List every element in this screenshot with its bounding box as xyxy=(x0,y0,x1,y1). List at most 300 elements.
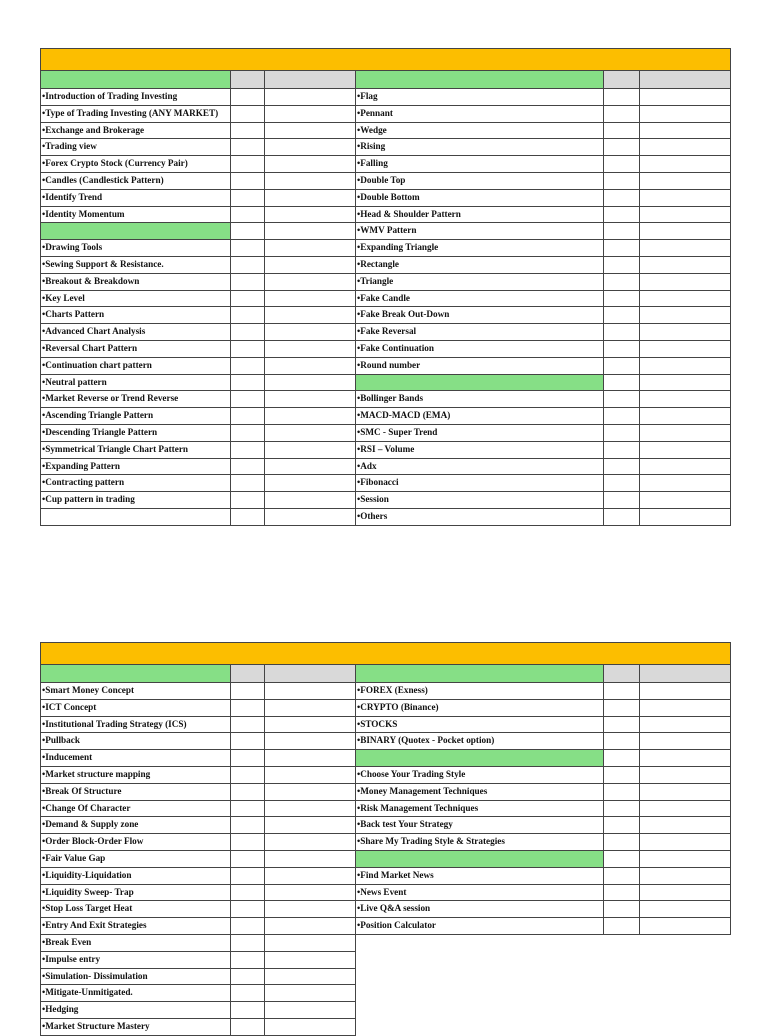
topic-label: •Key Level xyxy=(40,291,231,308)
empty-cell xyxy=(640,750,731,767)
table-row xyxy=(356,475,731,492)
table-row xyxy=(356,784,731,801)
topic-label: •Flag xyxy=(356,89,604,106)
table-row xyxy=(40,1019,356,1036)
empty-cell xyxy=(265,291,356,308)
empty-cell xyxy=(640,223,731,240)
empty-cell xyxy=(640,868,731,885)
topic-label: •Position Calculator xyxy=(356,918,604,935)
topic-label: •Identity Momentum xyxy=(40,207,231,224)
empty-cell xyxy=(265,801,356,818)
empty-cell xyxy=(265,733,356,750)
topic-label: •Expanding Triangle xyxy=(356,240,604,257)
empty-cell xyxy=(604,240,640,257)
empty-cell xyxy=(604,767,640,784)
topic-label: •Rectangle xyxy=(356,257,604,274)
table-row xyxy=(40,985,356,1002)
table-row xyxy=(40,492,356,509)
empty-cell xyxy=(265,139,356,156)
empty-cell xyxy=(265,985,356,1002)
empty-cell xyxy=(604,207,640,224)
table-row xyxy=(40,459,356,476)
empty-cell xyxy=(640,509,731,526)
empty-cell xyxy=(640,207,731,224)
empty-cell xyxy=(265,918,356,935)
table-row xyxy=(356,750,731,767)
column-header-row xyxy=(356,71,731,89)
topic-label: •Bollinger Bands xyxy=(356,391,604,408)
table-row xyxy=(356,767,731,784)
table-row xyxy=(40,324,356,341)
empty-cell xyxy=(265,173,356,190)
table-row xyxy=(356,408,731,425)
empty-cell xyxy=(265,257,356,274)
empty-cell xyxy=(231,324,265,341)
empty-cell xyxy=(604,274,640,291)
empty-cell xyxy=(231,291,265,308)
topic-label: •Descending Triangle Pattern xyxy=(40,425,231,442)
table-row xyxy=(40,408,356,425)
empty-cell xyxy=(265,509,356,526)
table-row xyxy=(356,240,731,257)
header-cell xyxy=(265,71,356,89)
header-cell xyxy=(604,71,640,89)
section-header-cell xyxy=(40,223,231,240)
empty-cell xyxy=(265,683,356,700)
empty-cell xyxy=(231,885,265,902)
table-row xyxy=(40,257,356,274)
empty-cell xyxy=(640,106,731,123)
empty-cell xyxy=(640,375,731,392)
topic-label: •Charts Pattern xyxy=(40,307,231,324)
empty-cell xyxy=(604,106,640,123)
empty-cell xyxy=(231,89,265,106)
table-row xyxy=(356,733,731,750)
empty-cell xyxy=(640,767,731,784)
empty-cell xyxy=(231,274,265,291)
empty-cell xyxy=(265,223,356,240)
empty-cell xyxy=(604,156,640,173)
table-row xyxy=(40,358,356,375)
empty-cell xyxy=(231,156,265,173)
empty-cell xyxy=(265,89,356,106)
empty-cell xyxy=(640,901,731,918)
topic-label: •Cup pattern in trading xyxy=(40,492,231,509)
table-row xyxy=(40,190,356,207)
table-row xyxy=(40,885,356,902)
empty-cell xyxy=(265,307,356,324)
empty-cell xyxy=(604,817,640,834)
table-row xyxy=(40,918,356,935)
table-row xyxy=(40,274,356,291)
empty-cell xyxy=(265,425,356,442)
empty-cell xyxy=(231,985,265,1002)
topic-label: •Fake Candle xyxy=(356,291,604,308)
empty-cell xyxy=(604,918,640,935)
empty-cell xyxy=(231,918,265,935)
empty-cell xyxy=(604,190,640,207)
table-row xyxy=(356,190,731,207)
topic-label: •Breakout & Breakdown xyxy=(40,274,231,291)
empty-cell xyxy=(231,683,265,700)
topic-label: •Hedging xyxy=(40,1002,231,1019)
topic-label: •Double Top xyxy=(356,173,604,190)
empty-cell xyxy=(640,834,731,851)
table-row xyxy=(40,901,356,918)
table-row xyxy=(356,391,731,408)
empty-cell xyxy=(231,717,265,734)
empty-cell xyxy=(604,139,640,156)
table-row xyxy=(356,223,731,240)
table-row xyxy=(356,918,731,935)
empty-cell xyxy=(640,324,731,341)
table-row xyxy=(40,1002,356,1019)
table-row xyxy=(356,851,731,868)
table-row xyxy=(356,139,731,156)
table-row xyxy=(356,868,731,885)
empty-cell xyxy=(231,257,265,274)
empty-cell xyxy=(231,817,265,834)
empty-cell xyxy=(640,717,731,734)
empty-cell xyxy=(604,509,640,526)
empty-cell xyxy=(640,358,731,375)
empty-cell xyxy=(604,784,640,801)
table-row xyxy=(356,307,731,324)
table-row xyxy=(40,817,356,834)
empty-cell xyxy=(604,851,640,868)
empty-cell xyxy=(265,717,356,734)
empty-cell xyxy=(604,885,640,902)
empty-cell xyxy=(604,375,640,392)
empty-cell xyxy=(231,851,265,868)
table-row xyxy=(40,173,356,190)
topic-label: •Contracting pattern xyxy=(40,475,231,492)
table-row xyxy=(40,733,356,750)
empty-cell xyxy=(640,190,731,207)
topic-label: •Money Management Techniques xyxy=(356,784,604,801)
empty-cell xyxy=(604,700,640,717)
empty-cell xyxy=(640,307,731,324)
table-row xyxy=(40,750,356,767)
empty-cell xyxy=(231,442,265,459)
empty-cell xyxy=(265,391,356,408)
table-row xyxy=(40,700,356,717)
topic-label: •Back test Your Strategy xyxy=(356,817,604,834)
empty-cell xyxy=(265,834,356,851)
topic-label: •Identify Trend xyxy=(40,190,231,207)
topic-label: •Fake Continuation xyxy=(356,341,604,358)
topic-label: •Candles (Candlestick Pattern) xyxy=(40,173,231,190)
empty-cell xyxy=(231,207,265,224)
topic-label: •Expanding Pattern xyxy=(40,459,231,476)
table-row xyxy=(356,834,731,851)
section-header-cell xyxy=(356,851,604,868)
table-row xyxy=(356,324,731,341)
empty-cell xyxy=(265,207,356,224)
empty-cell xyxy=(265,885,356,902)
table-row xyxy=(356,106,731,123)
topic-label: •Simulation- Dissimulation xyxy=(40,969,231,986)
topic-label: •Risk Management Techniques xyxy=(356,801,604,818)
section-header-cell xyxy=(356,750,604,767)
course-table-1 xyxy=(40,48,731,526)
topic-label: •Choose Your Trading Style xyxy=(356,767,604,784)
topic-label: •RSI – Volume xyxy=(356,442,604,459)
empty-cell xyxy=(640,918,731,935)
empty-cell xyxy=(231,952,265,969)
empty-cell xyxy=(604,834,640,851)
table-row xyxy=(40,391,356,408)
table-row xyxy=(40,156,356,173)
empty-cell xyxy=(640,817,731,834)
empty-cell xyxy=(604,492,640,509)
empty-cell xyxy=(640,784,731,801)
topic-label: •Double Bottom xyxy=(356,190,604,207)
empty-cell xyxy=(231,408,265,425)
section-header-cell xyxy=(356,665,604,683)
empty-cell xyxy=(265,442,356,459)
empty-cell xyxy=(231,901,265,918)
empty-cell xyxy=(604,868,640,885)
header-cell xyxy=(231,665,265,683)
empty-cell xyxy=(265,817,356,834)
empty-cell xyxy=(604,223,640,240)
empty-cell xyxy=(640,459,731,476)
empty-cell xyxy=(640,291,731,308)
empty-cell xyxy=(640,408,731,425)
section-header-cell xyxy=(40,665,231,683)
empty-cell xyxy=(265,475,356,492)
empty-cell xyxy=(231,1002,265,1019)
column-header-row xyxy=(40,71,356,89)
topic-label: •Market Structure Mastery xyxy=(40,1019,231,1036)
topic-label: •Live Q&A session xyxy=(356,901,604,918)
empty-cell xyxy=(231,767,265,784)
empty-cell xyxy=(231,969,265,986)
empty-cell xyxy=(640,274,731,291)
empty-cell xyxy=(640,391,731,408)
empty-cell xyxy=(640,885,731,902)
topic-label: •Liquidity Sweep- Trap xyxy=(40,885,231,902)
empty-cell xyxy=(604,442,640,459)
table-row xyxy=(40,425,356,442)
empty-cell xyxy=(231,358,265,375)
topic-label: •Mitigate-Unmitigated. xyxy=(40,985,231,1002)
table-row xyxy=(356,459,731,476)
topic-label: •Continuation chart pattern xyxy=(40,358,231,375)
table-row xyxy=(356,173,731,190)
topic-label: •News Event xyxy=(356,885,604,902)
empty-cell xyxy=(604,123,640,140)
empty-cell xyxy=(604,683,640,700)
empty-cell xyxy=(604,291,640,308)
topic-label: •Exchange and Brokerage xyxy=(40,123,231,140)
empty-cell xyxy=(640,139,731,156)
empty-cell xyxy=(231,733,265,750)
empty-cell xyxy=(265,851,356,868)
empty-cell xyxy=(231,190,265,207)
empty-cell xyxy=(640,240,731,257)
table-row xyxy=(40,341,356,358)
topic-label: •Adx xyxy=(356,459,604,476)
empty-cell xyxy=(265,375,356,392)
empty-cell xyxy=(640,733,731,750)
table-row xyxy=(40,509,356,526)
empty-cell xyxy=(604,307,640,324)
topic-label: •WMV Pattern xyxy=(356,223,604,240)
topic-label: •Break Of Structure xyxy=(40,784,231,801)
empty-cell xyxy=(640,89,731,106)
table-row xyxy=(356,717,731,734)
header-cell xyxy=(640,71,731,89)
empty-cell xyxy=(231,700,265,717)
table-row xyxy=(40,969,356,986)
empty-cell xyxy=(604,717,640,734)
empty-cell xyxy=(604,459,640,476)
section-header-cell xyxy=(40,71,231,89)
topic-label: •Introduction of Trading Investing xyxy=(40,89,231,106)
empty-cell xyxy=(231,475,265,492)
empty-cell xyxy=(640,173,731,190)
table-row xyxy=(40,106,356,123)
topic-label: •MACD-MACD (EMA) xyxy=(356,408,604,425)
empty-cell xyxy=(640,492,731,509)
topic-label: •Ascending Triangle Pattern xyxy=(40,408,231,425)
table-row xyxy=(356,492,731,509)
left-column xyxy=(40,71,356,526)
table-row xyxy=(356,801,731,818)
table-row xyxy=(356,442,731,459)
table-row xyxy=(356,817,731,834)
topic-label: •Smart Money Concept xyxy=(40,683,231,700)
table-row xyxy=(356,156,731,173)
topic-label: •Demand & Supply zone xyxy=(40,817,231,834)
topic-label: •Stop Loss Target Heat xyxy=(40,901,231,918)
empty-cell xyxy=(640,257,731,274)
topic-label: •Entry And Exit Strategies xyxy=(40,918,231,935)
empty-cell xyxy=(604,358,640,375)
empty-cell xyxy=(231,784,265,801)
left-column xyxy=(40,665,356,1036)
empty-cell xyxy=(231,834,265,851)
table-row xyxy=(40,375,356,392)
topic-label: •Type of Trading Investing (ANY MARKET) xyxy=(40,106,231,123)
table-row xyxy=(356,207,731,224)
topic-label: •Liquidity-Liquidation xyxy=(40,868,231,885)
empty-cell xyxy=(231,173,265,190)
empty-cell xyxy=(604,733,640,750)
topic-label: •Reversal Chart Pattern xyxy=(40,341,231,358)
topic-label: •Institutional Trading Strategy (ICS) xyxy=(40,717,231,734)
topic-label: •Order Block-Order Flow xyxy=(40,834,231,851)
empty-cell xyxy=(640,851,731,868)
topic-label: •Share My Trading Style & Strategies xyxy=(356,834,604,851)
table-row xyxy=(356,885,731,902)
table-row xyxy=(356,257,731,274)
empty-cell xyxy=(265,935,356,952)
empty-cell xyxy=(265,240,356,257)
header-cell xyxy=(640,665,731,683)
empty-cell xyxy=(231,801,265,818)
topic-label: •Fibonacci xyxy=(356,475,604,492)
table-row xyxy=(40,868,356,885)
table-row xyxy=(40,834,356,851)
empty-cell xyxy=(231,935,265,952)
empty-cell xyxy=(640,700,731,717)
empty-cell xyxy=(231,750,265,767)
right-column xyxy=(356,71,731,526)
topic-label: •Find Market News xyxy=(356,868,604,885)
topic-label: •Sewing Support & Resistance. xyxy=(40,257,231,274)
empty-cell xyxy=(604,425,640,442)
table-row xyxy=(40,851,356,868)
empty-cell xyxy=(604,341,640,358)
topic-label: •Impulse entry xyxy=(40,952,231,969)
empty-cell xyxy=(265,1002,356,1019)
empty-cell xyxy=(604,801,640,818)
empty-cell xyxy=(265,1019,356,1036)
table-row xyxy=(40,475,356,492)
empty-cell xyxy=(265,123,356,140)
empty-cell xyxy=(265,952,356,969)
topic-label: •SMC - Super Trend xyxy=(356,425,604,442)
empty-cell xyxy=(604,173,640,190)
table-row xyxy=(40,683,356,700)
topic-label: •Fair Value Gap xyxy=(40,851,231,868)
topic-label: •Change Of Character xyxy=(40,801,231,818)
header-cell xyxy=(604,665,640,683)
empty-cell xyxy=(231,459,265,476)
empty-cell xyxy=(231,391,265,408)
empty-cell xyxy=(265,901,356,918)
empty-cell xyxy=(604,475,640,492)
table-row xyxy=(356,358,731,375)
empty-cell xyxy=(640,683,731,700)
empty-cell xyxy=(265,408,356,425)
topic-label xyxy=(40,509,231,526)
header-cell xyxy=(231,71,265,89)
table-row xyxy=(356,901,731,918)
empty-cell xyxy=(265,700,356,717)
table-row xyxy=(40,935,356,952)
empty-cell xyxy=(640,801,731,818)
table-row xyxy=(40,767,356,784)
topic-label: •Drawing Tools xyxy=(40,240,231,257)
table-banner xyxy=(40,642,731,665)
header-cell xyxy=(265,665,356,683)
empty-cell xyxy=(640,442,731,459)
topic-label: •Break Even xyxy=(40,935,231,952)
empty-cell xyxy=(640,123,731,140)
empty-cell xyxy=(265,459,356,476)
table-row xyxy=(356,341,731,358)
empty-cell xyxy=(231,509,265,526)
empty-cell xyxy=(604,257,640,274)
topic-label: •Fake Break Out-Down xyxy=(356,307,604,324)
topic-label: •Advanced Chart Analysis xyxy=(40,324,231,341)
empty-cell xyxy=(231,425,265,442)
empty-cell xyxy=(265,868,356,885)
empty-cell xyxy=(231,123,265,140)
topic-label: •Market Reverse or Trend Reverse xyxy=(40,391,231,408)
table-row xyxy=(40,223,356,240)
topic-label: •Rising xyxy=(356,139,604,156)
empty-cell xyxy=(231,492,265,509)
empty-cell xyxy=(604,391,640,408)
empty-cell xyxy=(231,240,265,257)
empty-cell xyxy=(231,868,265,885)
empty-cell xyxy=(265,767,356,784)
